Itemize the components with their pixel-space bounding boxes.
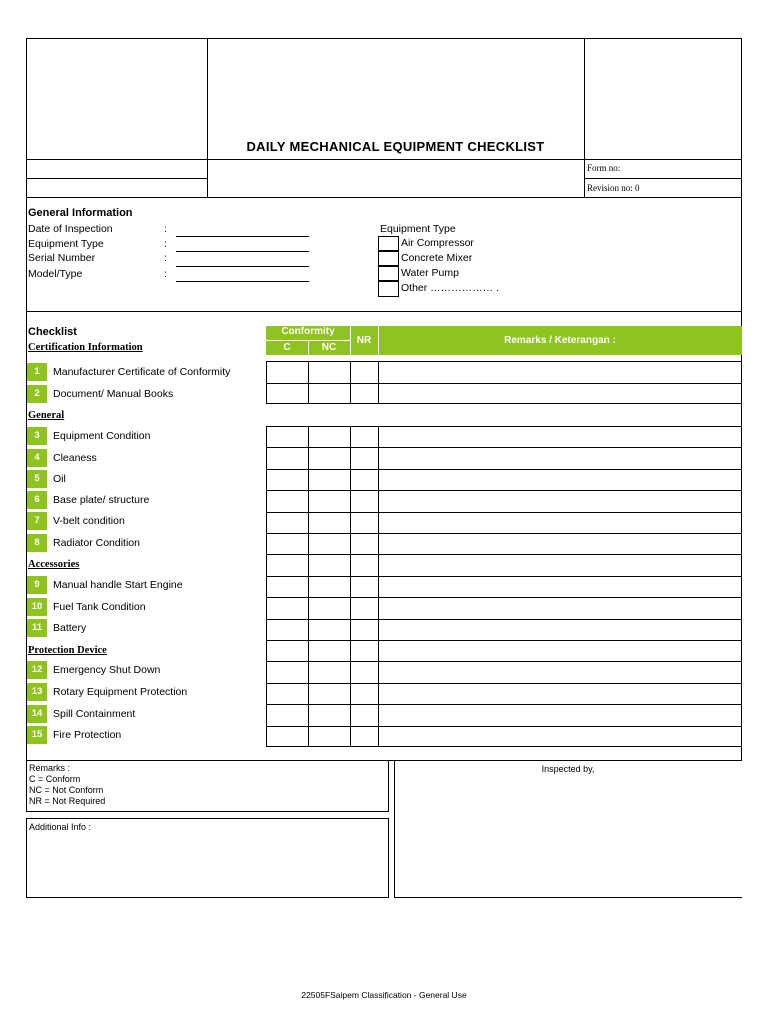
nr-cell[interactable] — [350, 533, 378, 554]
item-number: 13 — [27, 683, 47, 701]
remarks-cell[interactable] — [378, 490, 742, 511]
remarks-cell[interactable] — [378, 661, 742, 682]
air-compressor-checkbox[interactable] — [378, 236, 399, 251]
c-cell[interactable] — [266, 640, 308, 661]
item-label: Spill Containment — [53, 708, 136, 720]
legend-c: C = Conform — [29, 774, 81, 784]
nr-cell[interactable] — [350, 490, 378, 511]
other-checkbox[interactable] — [378, 281, 399, 297]
conformity-header: Conformity — [281, 326, 335, 337]
c-cell[interactable] — [266, 490, 308, 511]
nr-cell[interactable] — [350, 597, 378, 618]
item-number: 8 — [27, 534, 47, 552]
item-number: 3 — [27, 427, 47, 445]
remarks-cell[interactable] — [378, 469, 742, 490]
c-cell[interactable] — [266, 661, 308, 682]
item-number: 12 — [27, 661, 47, 679]
remarks-cell[interactable] — [378, 383, 742, 405]
nc-cell[interactable] — [308, 619, 350, 640]
item-label: Manual handle Start Engine — [53, 579, 183, 591]
remarks-cell[interactable] — [378, 704, 742, 725]
serial-number-colon: : — [164, 252, 167, 264]
additional-info-label: Additional Info : — [29, 822, 92, 832]
remarks-cell[interactable] — [378, 597, 742, 618]
c-cell[interactable] — [266, 512, 308, 533]
model-type-colon: : — [164, 268, 167, 280]
c-cell[interactable] — [266, 447, 308, 468]
item-number: 10 — [27, 598, 47, 616]
item-number: 2 — [27, 385, 47, 403]
header-frame — [26, 38, 742, 198]
item-number: 1 — [27, 363, 47, 381]
equipment-type-field[interactable] — [176, 251, 309, 252]
item-number: 7 — [27, 512, 47, 530]
nc-cell[interactable] — [308, 469, 350, 490]
page-title: DAILY MECHANICAL EQUIPMENT CHECKLIST — [246, 139, 545, 154]
remarks-cell[interactable] — [378, 512, 742, 533]
item-label: Battery — [53, 622, 87, 634]
equipment-type-label: Equipment Type — [28, 238, 104, 250]
form-no-label: Form no: — [587, 163, 621, 173]
nr-cell[interactable] — [350, 683, 378, 704]
nr-column-header: NR — [356, 335, 372, 346]
c-cell[interactable] — [266, 726, 308, 747]
concrete-mixer-label: Concrete Mixer — [401, 252, 473, 264]
remarks-cell[interactable] — [378, 426, 742, 447]
nc-cell[interactable] — [308, 726, 350, 747]
remarks-column-header: Remarks / Keterangan : — [504, 335, 616, 346]
date-of-inspection-label: Date of Inspection — [28, 223, 113, 235]
nr-cell[interactable] — [350, 619, 378, 640]
nc-cell[interactable] — [308, 640, 350, 661]
item-label: Cleaness — [53, 452, 97, 464]
item-label: Equipment Condition — [53, 430, 151, 442]
remarks-cell[interactable] — [378, 640, 742, 661]
nc-cell[interactable] — [308, 490, 350, 511]
item-number: 15 — [27, 726, 47, 744]
nr-cell[interactable] — [350, 383, 378, 405]
checklist-heading: Checklist — [28, 326, 77, 338]
remarks-cell[interactable] — [378, 576, 742, 597]
section-title-general: General — [28, 410, 65, 421]
nr-cell[interactable] — [350, 704, 378, 725]
item-label: Fuel Tank Condition — [53, 601, 146, 613]
nc-cell[interactable] — [308, 426, 350, 447]
water-pump-checkbox[interactable] — [378, 266, 399, 281]
c-cell[interactable] — [266, 469, 308, 490]
header-divider-right — [584, 38, 585, 198]
nr-cell[interactable] — [350, 426, 378, 447]
c-cell[interactable] — [266, 426, 308, 447]
nc-cell[interactable] — [308, 361, 350, 383]
item-number: 14 — [27, 705, 47, 723]
general-info-heading: General Information — [28, 207, 133, 219]
remarks-cell[interactable] — [378, 533, 742, 554]
nc-cell[interactable] — [308, 576, 350, 597]
section-title-protection: Protection Device — [28, 645, 107, 656]
nc-cell[interactable] — [308, 383, 350, 405]
item-number: 5 — [27, 470, 47, 488]
c-cell[interactable] — [266, 533, 308, 554]
footer-classification: 22505FSaipem Classification - General Use — [301, 990, 467, 1000]
item-label: Base plate/ structure — [53, 494, 150, 506]
nr-cell[interactable] — [350, 726, 378, 747]
inspected-by-box[interactable] — [394, 760, 742, 898]
item-number: 6 — [27, 491, 47, 509]
nc-cell[interactable] — [308, 683, 350, 704]
water-pump-label: Water Pump — [401, 267, 459, 279]
nc-cell[interactable] — [308, 661, 350, 682]
nr-cell[interactable] — [350, 661, 378, 682]
remarks-cell[interactable] — [378, 361, 742, 383]
item-label: Radiator Condition — [53, 537, 140, 549]
item-label: Manufacturer Certificate of Conformity — [53, 366, 231, 378]
nr-cell[interactable] — [350, 640, 378, 661]
header-row-line-left — [26, 178, 207, 179]
header-divider-left — [207, 38, 208, 198]
nc-cell[interactable] — [308, 533, 350, 554]
item-label: Document/ Manual Books — [53, 388, 174, 400]
item-label: Oil — [53, 473, 66, 485]
c-cell[interactable] — [266, 576, 308, 597]
remarks-cell[interactable] — [378, 447, 742, 468]
legend-nc: NC = Not Conform — [29, 785, 104, 795]
c-cell[interactable] — [266, 361, 308, 383]
serial-number-label: Serial Number — [28, 252, 96, 264]
nr-cell[interactable] — [350, 447, 378, 468]
section-title-accessories: Accessories — [28, 559, 80, 570]
nc-column-header: NC — [321, 342, 337, 353]
item-number: 4 — [27, 449, 47, 467]
revision-no-label: Revision no: 0 — [587, 183, 640, 193]
remarks-cell[interactable] — [378, 619, 742, 640]
concrete-mixer-checkbox[interactable] — [378, 251, 399, 266]
c-cell[interactable] — [266, 704, 308, 725]
c-cell[interactable] — [266, 683, 308, 704]
remarks-cell[interactable] — [378, 726, 742, 747]
c-cell[interactable] — [266, 554, 308, 575]
nr-cell[interactable] — [350, 469, 378, 490]
nc-cell[interactable] — [308, 554, 350, 575]
c-cell[interactable] — [266, 383, 308, 405]
date-colon: : — [164, 223, 167, 235]
header-row-line-right — [584, 178, 742, 179]
header-row-line-1 — [26, 159, 742, 160]
section-title-certification: Certification Information — [28, 342, 143, 353]
nr-cell[interactable] — [350, 554, 378, 575]
serial-number-field[interactable] — [176, 266, 309, 267]
nr-cell[interactable] — [350, 512, 378, 533]
nc-cell[interactable] — [308, 512, 350, 533]
remarks-heading: Remarks : — [29, 763, 71, 773]
model-type-field[interactable] — [176, 281, 309, 282]
equipment-type-colon: : — [164, 238, 167, 250]
remarks-cell[interactable] — [378, 554, 742, 575]
inspected-by-label: Inspected by, — [541, 764, 595, 774]
remarks-cell[interactable] — [378, 683, 742, 704]
nr-cell[interactable] — [350, 576, 378, 597]
nc-cell[interactable] — [308, 597, 350, 618]
other-label: Other ……………… . — [401, 282, 500, 294]
item-label: Fire Protection — [53, 729, 122, 741]
date-of-inspection-field[interactable] — [176, 236, 309, 237]
item-label: Emergency Shut Down — [53, 664, 161, 676]
item-label: Rotary Equipment Protection — [53, 686, 188, 698]
c-cell[interactable] — [266, 597, 308, 618]
nc-cell[interactable] — [308, 447, 350, 468]
model-type-label: Model/Type — [28, 268, 83, 280]
c-column-header: C — [283, 342, 291, 353]
nr-cell[interactable] — [350, 361, 378, 383]
legend-nr: NR = Not Required — [29, 796, 106, 806]
item-number: 9 — [27, 576, 47, 594]
item-number: 11 — [27, 619, 47, 637]
item-label: V-belt condition — [53, 515, 125, 527]
nc-cell[interactable] — [308, 704, 350, 725]
equipment-type-heading: Equipment Type — [380, 223, 456, 235]
air-compressor-label: Air Compressor — [401, 237, 474, 249]
c-cell[interactable] — [266, 619, 308, 640]
